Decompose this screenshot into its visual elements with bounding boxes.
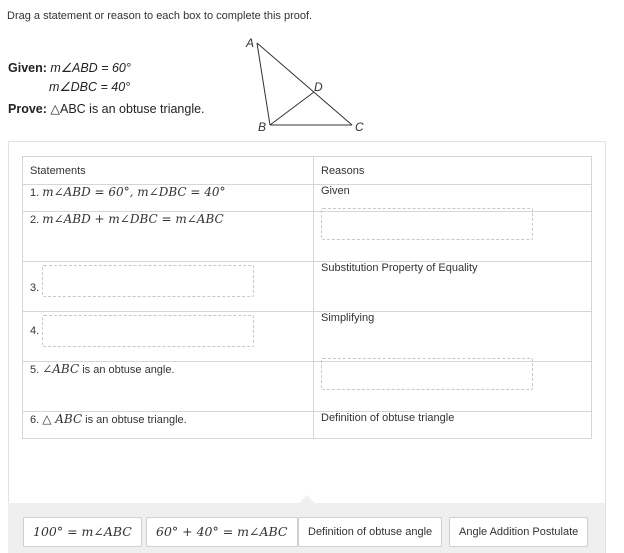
segment-ab bbox=[257, 43, 270, 125]
given-block bbox=[8, 59, 131, 97]
proof-row-5 bbox=[23, 362, 592, 412]
given-line-2: m∠DBC = 40° bbox=[49, 80, 131, 94]
row-number: 6. bbox=[30, 414, 40, 427]
row-number: 5. bbox=[30, 364, 40, 377]
label-a: A bbox=[246, 36, 255, 50]
reason-3: Substitution Property of Equality bbox=[314, 262, 592, 312]
row-number: 4. bbox=[30, 325, 40, 337]
row-number: 2. bbox=[30, 214, 40, 227]
row-number: 3. bbox=[30, 282, 40, 294]
proof-table bbox=[22, 156, 592, 439]
statements-header: Statements bbox=[23, 157, 314, 185]
statement-5-text: is an obtuse angle. bbox=[79, 364, 175, 376]
reason-4: Simplifying bbox=[314, 312, 592, 362]
statement-5-math: ∠ABC bbox=[42, 362, 80, 376]
proof-row-3 bbox=[23, 262, 592, 312]
statement-6-text: is an obtuse triangle. bbox=[82, 414, 187, 426]
reason-6: Definition of obtuse triangle bbox=[314, 412, 592, 439]
chip-60-plus-40-equals-abc[interactable]: 60° + 40° = m∠ABC bbox=[146, 517, 298, 547]
proof-panel bbox=[8, 141, 606, 553]
row-number: 1. bbox=[30, 187, 40, 200]
segment-ac bbox=[257, 43, 352, 125]
reasons-header: Reasons bbox=[314, 157, 592, 185]
label-c: C bbox=[355, 120, 364, 134]
prove-text: △ABC is an obtuse triangle. bbox=[50, 102, 205, 116]
proof-row-2 bbox=[23, 212, 592, 262]
label-b: B bbox=[258, 120, 267, 134]
statement-2: m∠ABD + m∠DBC = m∠ABC bbox=[42, 212, 224, 226]
reason-drop-zone-2[interactable] bbox=[321, 208, 533, 240]
prove-label: Prove: bbox=[8, 102, 47, 116]
statement-drop-zone-3[interactable] bbox=[42, 265, 254, 297]
proof-header-row bbox=[23, 157, 592, 185]
statement-1: m∠ABD = 60°, m∠DBC = 40° bbox=[42, 185, 226, 199]
label-d: D bbox=[314, 80, 323, 94]
chip-100-equals-abc[interactable]: 100° = m∠ABC bbox=[23, 517, 142, 547]
instructions: Drag a statement or reason to each box to complete this proof. bbox=[7, 10, 313, 22]
chip-angle-addition-postulate[interactable]: Angle Addition Postulate bbox=[449, 517, 588, 547]
proof-row-4 bbox=[23, 312, 592, 362]
statement-6-math: △ ABC bbox=[42, 412, 83, 426]
statement-drop-zone-4[interactable] bbox=[42, 315, 254, 347]
chip-definition-obtuse-angle[interactable]: Definition of obtuse angle bbox=[298, 517, 442, 547]
reason-1: Given bbox=[314, 185, 592, 212]
prove-block bbox=[8, 101, 205, 116]
bank-pointer bbox=[299, 495, 315, 503]
proof-row-6 bbox=[23, 412, 592, 439]
triangle-diagram bbox=[240, 33, 380, 135]
given-label: Given: bbox=[8, 61, 47, 75]
segment-bd bbox=[270, 92, 314, 125]
given-line-1: m∠ABD = 60° bbox=[50, 61, 131, 75]
reason-drop-zone-5[interactable] bbox=[321, 358, 533, 390]
